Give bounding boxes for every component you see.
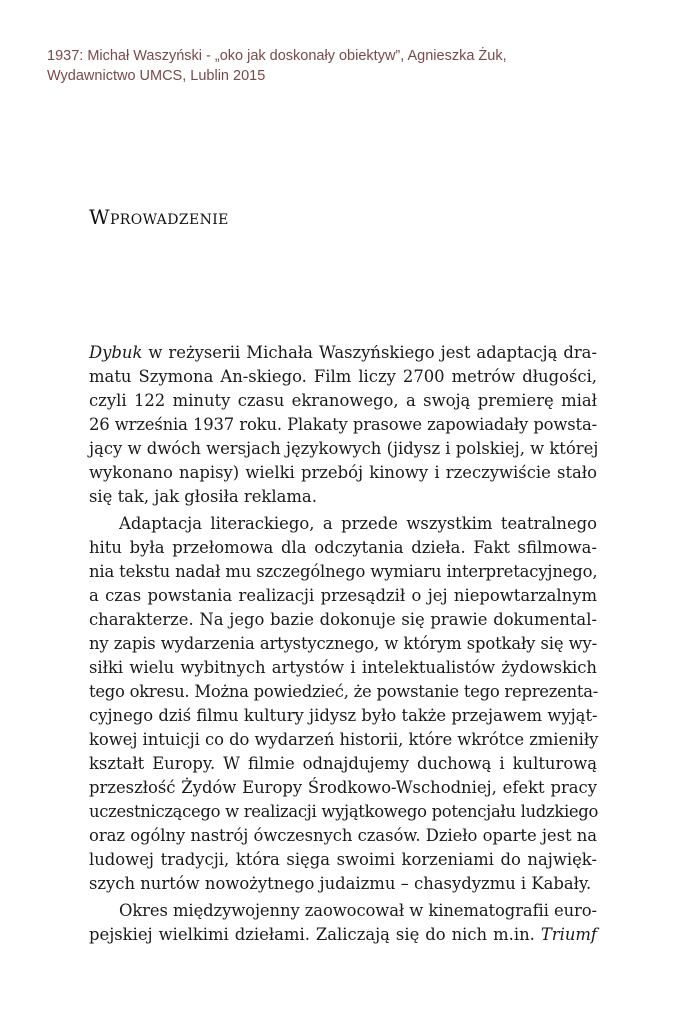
- text-line: przeszłość Żydów Europy Środkowo-Wschodniej, efekt pracy: [89, 778, 597, 797]
- text-line: czyli 122 minuty czasu ekranowego, a swoją premierę miał: [89, 391, 597, 410]
- text-line: charakterze. Na jego bazie dokonuje się prawie dokumental-: [89, 610, 597, 629]
- text-line: cyjnego dziś filmu kultury jidysz było także przejawem wyjąt-: [89, 706, 598, 725]
- text-line: ludowej tradycji, która sięga swoimi korzeniami do najwięk-: [89, 850, 597, 869]
- text-line: oraz ogólny nastrój ówczesnych czasów. Dzieło oparte jest na: [89, 826, 597, 845]
- text-line: hitu była przełomowa dla odczytania dzieła. Fakt sfilmowa-: [89, 538, 597, 557]
- text-line: Adaptacja literackiego, a przede wszystkim teatralnego: [119, 514, 597, 533]
- citation-line-1: 1937: Michał Waszyński - „oko jak doskonały obiektyw”, Agnieszka Żuk,: [47, 48, 507, 64]
- chapter-title: Wprowadzenie: [89, 205, 229, 229]
- film-title-dybuk: Dybuk: [89, 343, 143, 362]
- citation-header: [47, 46, 607, 86]
- text-line: Okres międzywojenny zaowocował w kinematografii euro-: [119, 901, 597, 920]
- paragraph-2: [89, 512, 597, 896]
- text-line: jący w dwóch wersjach językowych (jidysz i polskiej, w której: [89, 439, 599, 458]
- text-line: wykonano napisy) wielki przebój kinowy i rzeczywiście stało: [89, 463, 597, 482]
- paragraph-1: [89, 341, 597, 509]
- text-line: tego okresu. Można powiedzieć, że powstanie tego reprezenta-: [89, 682, 599, 701]
- body-text: [89, 341, 597, 947]
- text-line: pejskiej wielkimi dziełami. Zaliczają się do nich m.in. Triumf: [89, 925, 597, 944]
- text-line: ny zapis wydarzenia artystycznego, w którym spotkały się wy-: [89, 634, 597, 653]
- film-title-triumf: Triumf: [540, 925, 597, 944]
- text-line: nia tekstu nadał mu szczególnego wymiaru interpretacyjnego,: [89, 562, 598, 581]
- text-line: 26 września 1937 roku. Plakaty prasowe zapowiadały powsta-: [89, 415, 597, 434]
- text-line: matu Szymona An-skiego. Film liczy 2700 metrów długości,: [89, 367, 597, 386]
- citation-line-2: Wydawnictwo UMCS, Lublin 2015: [47, 68, 266, 84]
- text-line: siłki wielu wybitnych artystów i intelektualistów żydowskich: [89, 658, 597, 677]
- text-line: uczestniczącego w realizacji wyjątkowego potencjału ludzkiego: [89, 802, 599, 821]
- text-line: Dybuk w reżyserii Michała Waszyńskiego jest adaptacją dra-: [89, 343, 597, 362]
- paragraph-3: [89, 899, 597, 947]
- text-line: kształt Europy. W filmie odnajdujemy duchową i kulturową: [89, 754, 597, 773]
- text-line: się tak, jak głosiła reklama.: [89, 487, 317, 506]
- text-line: kowej intuicji co do wydarzeń historii, które wkrótce zmieniły: [89, 730, 599, 749]
- text-line: szych nurtów nowożytnego judaizmu – chasydyzmu i Kabały.: [89, 874, 592, 893]
- text-line: a czas powstania realizacji przesądził o jej niepowtarzalnym: [89, 586, 597, 605]
